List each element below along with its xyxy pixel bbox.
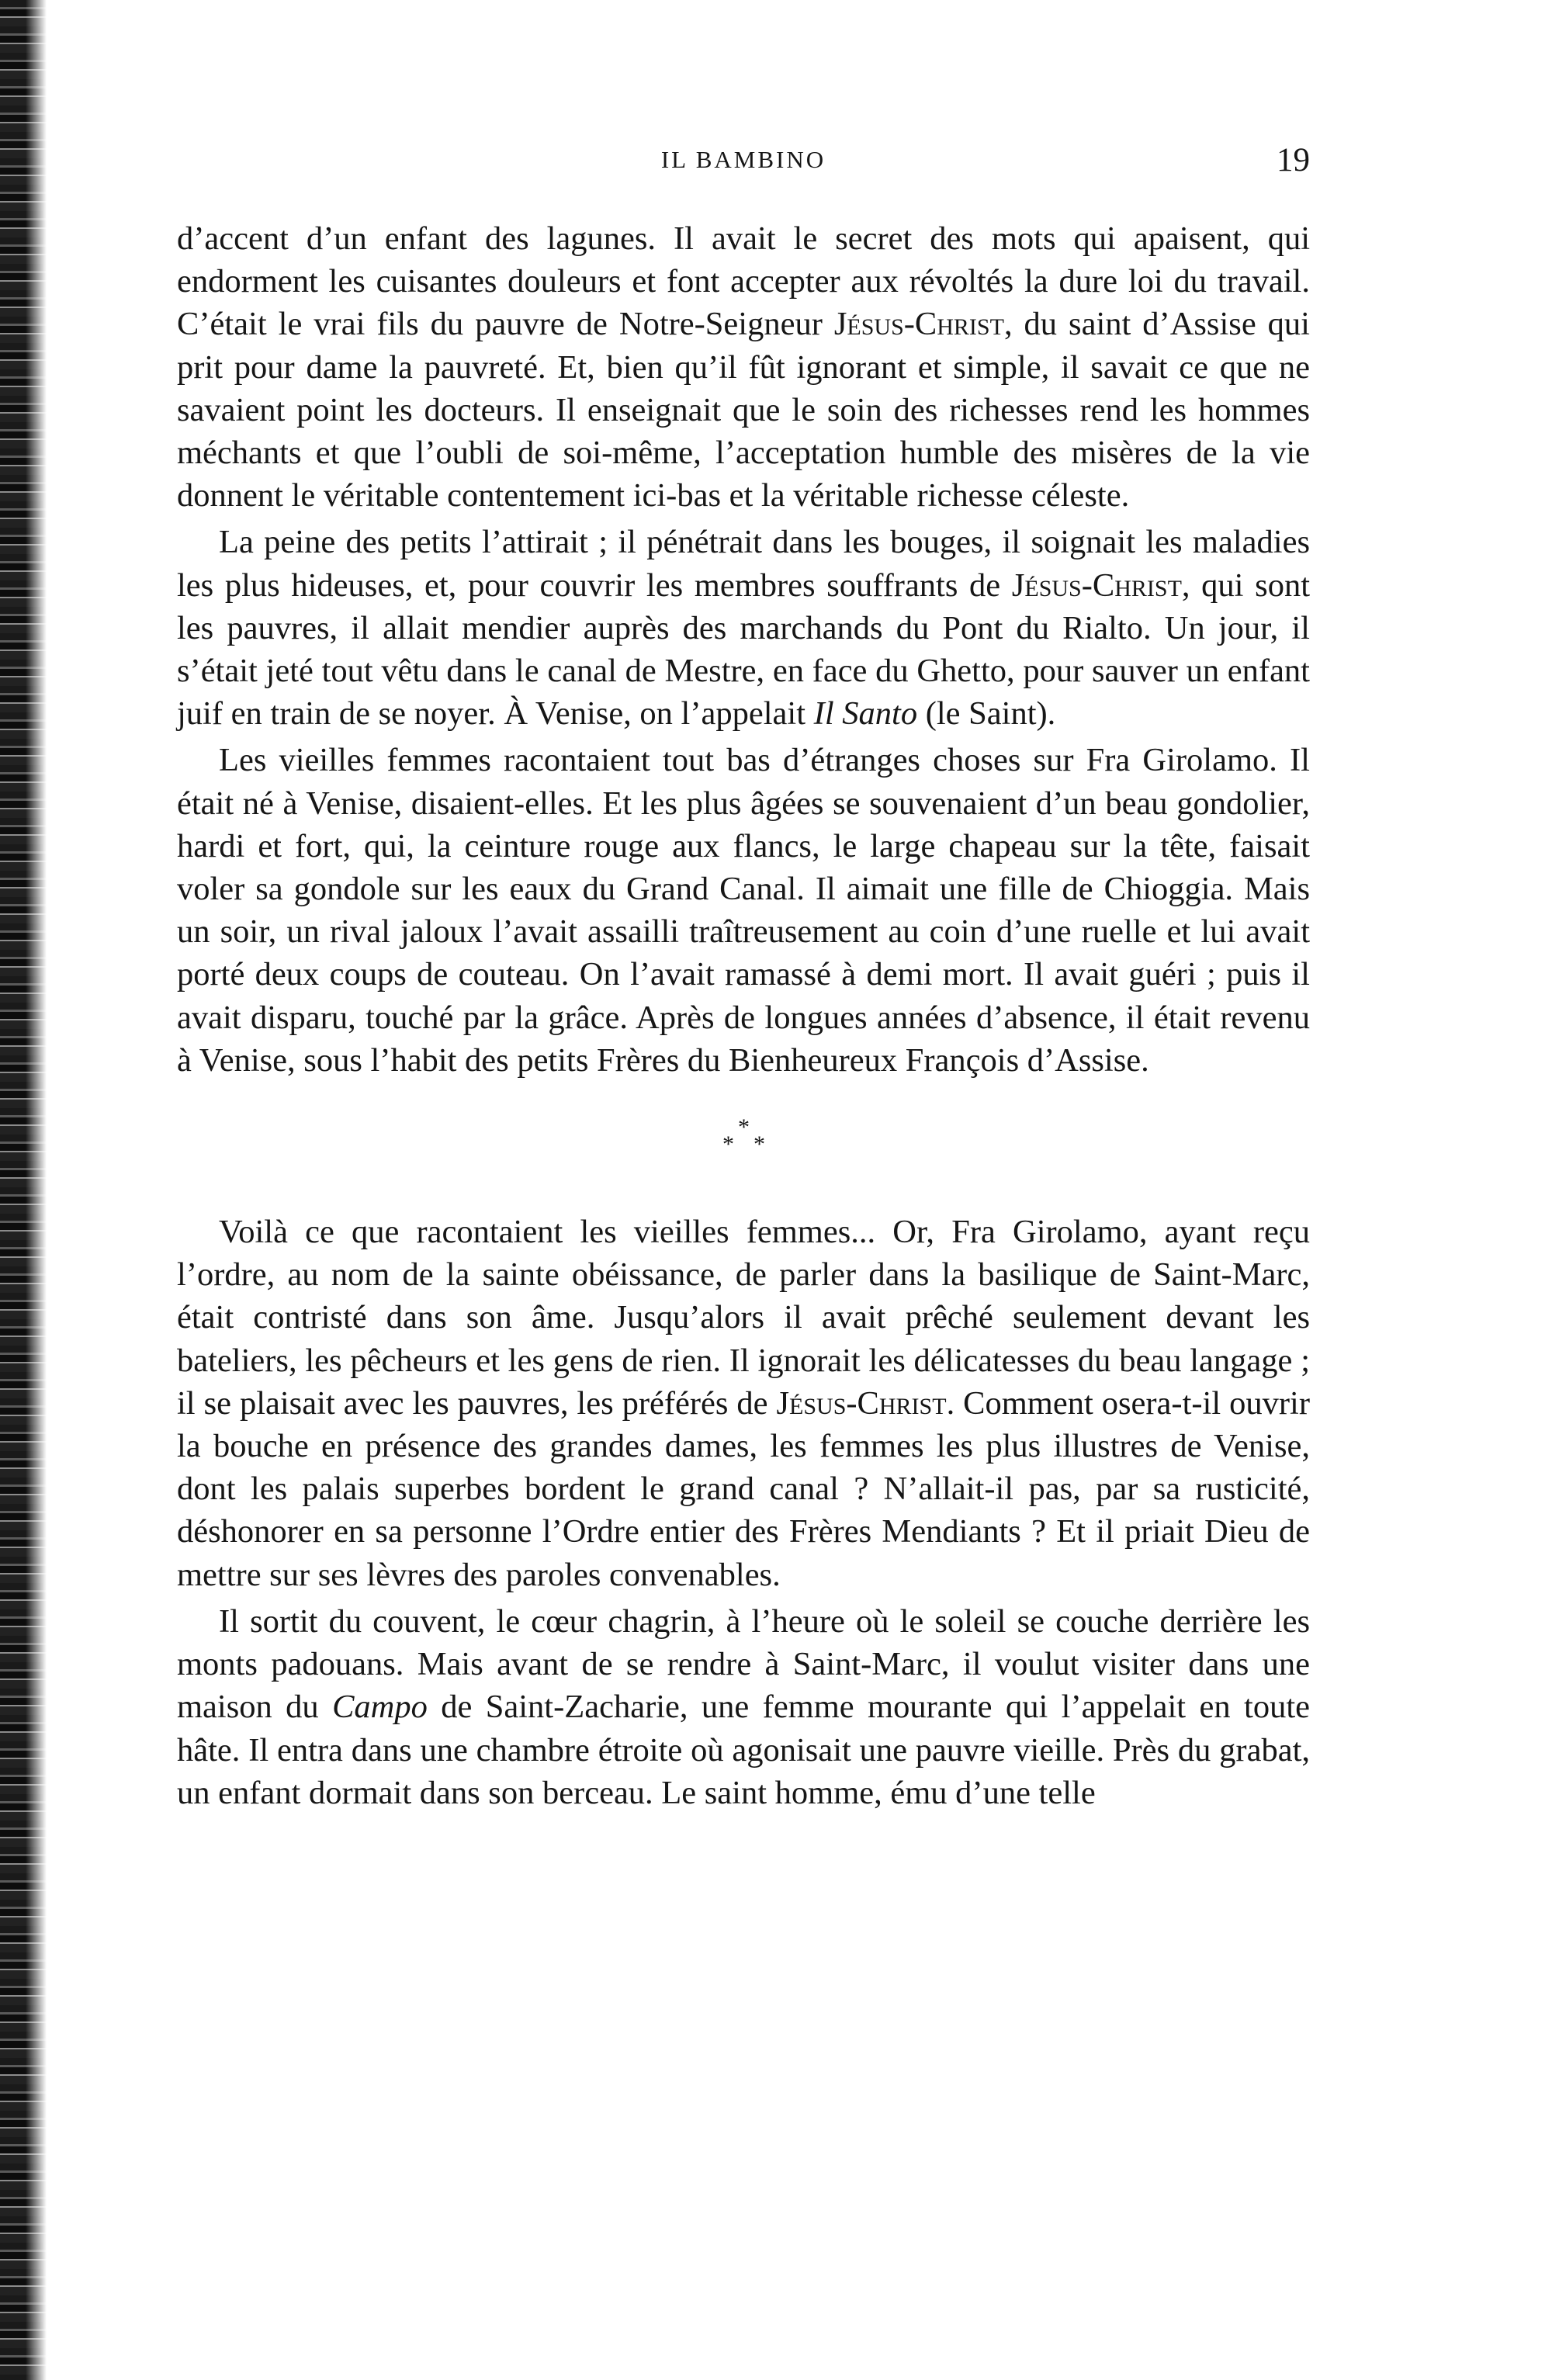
asterism-star: * bbox=[754, 1131, 765, 1158]
running-header bbox=[177, 141, 1310, 196]
italic-campo: Campo bbox=[332, 1689, 428, 1726]
paragraph-1-text-a: d’accent d’un enfant des lagunes. Il avait le secret des mots qui apaisent, qui endorment les cuisantes douleurs et font accepter aux révoltés la dure loi du travail. C’était le vrai fils du pauvre de Notre-Seigneur bbox=[177, 220, 1310, 343]
paragraph-4 bbox=[177, 1211, 1310, 1596]
paragraph-2-text-b: , qui sont les pauvres, il allait mendier auprès des marchands du Pont du Rialto. Un jour, il s’était jeté tout vêtu dans le canal de Mestre, en face du Ghetto, pour sauver un enfant juif en train de se noyer. À Venise, on l’appelait bbox=[177, 566, 1310, 733]
paragraph-1 bbox=[177, 217, 1310, 517]
paragraph-2-text-c: (le Saint). bbox=[917, 695, 1056, 733]
paragraph-5-text-a: Il sortit du couvent, le cœur chagrin, à l’heure où le soleil se couche derrière les monts padouans. Mais avant de se rendre à Saint-Marc, il voulut visiter dans une maison du bbox=[177, 1602, 1310, 1726]
name-jesus-christ: Jésus-Christ bbox=[776, 1384, 947, 1422]
paragraph-2 bbox=[177, 521, 1310, 735]
paragraph-5-text-b: de Saint-Zacharie, une femme mourante qui l’appelait en toute hâte. Il entra dans une chambre étroite où agonisait une pauvre vieille. Près du grabat, un enfant dormait dans son berceau. Le saint homme, ému d’une telle bbox=[177, 1689, 1310, 1811]
page-body bbox=[177, 217, 1310, 1814]
paragraph-4-text-a: Voilà ce que racontaient les vieilles femmes... Or, Fra Girolamo, ayant reçu l’ordre, au nom de la sainte obéissance, de parler dans la basilique de Saint-Marc, était contristé dans son âme. Jusqu’alors il avait prêché seulement devant les bateliers, les pêcheurs et les gens de rien. Il ignorait les délicatesses du beau langage ; il se plaisait avec les pauvres, les préférés de bbox=[177, 1214, 1310, 1422]
section-separator-asterism bbox=[177, 1082, 1310, 1211]
book-binding-edge bbox=[0, 0, 47, 2380]
italic-il-santo: Il Santo bbox=[813, 695, 918, 733]
asterism-star: * bbox=[722, 1131, 734, 1158]
paragraph-2-text-a: La peine des petits l’attirait ; il pénétrait dans les bouges, il soignait les maladies les plus hideuses, et, pour couvrir les membres souffrants de bbox=[177, 524, 1310, 604]
asterism-star: * bbox=[738, 1114, 750, 1141]
paragraph-5 bbox=[177, 1600, 1310, 1814]
name-jesus-christ: Jésus-Christ bbox=[1011, 566, 1182, 604]
paragraph-1-text-b: , du saint d’Assise qui prit pour dame la pauvreté. Et, bien qu’il fût ignorant et simple, il savait ce que ne savaient point les docteurs. Il enseignait que le soin des richesses rend les hommes méchants et que l’oubli de soi-même, l’acceptation humble des misères de la vie donnent le véritable contentement ici-bas et la véritable richesse céleste. bbox=[177, 306, 1310, 514]
paragraph-4-text-b: . Comment osera-t-il ouvrir la bouche en présence des grandes dames, les femmes les plus illustres de Venise, dont les palais superbes bordent le grand canal ? N’allait-il pas, par sa rusticité, déshonorer en sa personne l’Ordre entier des Frères Mendiants ? Et il priait Dieu de mettre sur ses lèvres des paroles convenables. bbox=[177, 1384, 1310, 1593]
running-title: IL BAMBINO bbox=[660, 146, 826, 173]
page-number: 19 bbox=[1277, 142, 1310, 178]
paragraph-3: Les vieilles femmes racontaient tout bas d’étranges choses sur Fra Girolamo. Il était né à Venise, disaient-elles. Et les plus âgées se souvenaient d’un beau gondolier, hardi et fort, qui, la ceinture rouge aux flancs, le large chapeau sur la tête, faisait voler sa gondole sur les eaux du Grand Canal. Il aimait une fille de Chioggia. Mais un soir, un rival jaloux l’avait assailli traîtreusement au coin d’une ruelle et lui avait porté deux coups de couteau. On l’avait ramassé à demi mort. Il avait guéri ; puis il avait disparu, touché par la grâce. Après de longues années d’absence, il était revenu à Venise, sous l’habit des petits Frères du Bienheureux François d’Assise. bbox=[177, 742, 1310, 1079]
name-jesus-christ: Jésus-Christ bbox=[833, 306, 1004, 343]
